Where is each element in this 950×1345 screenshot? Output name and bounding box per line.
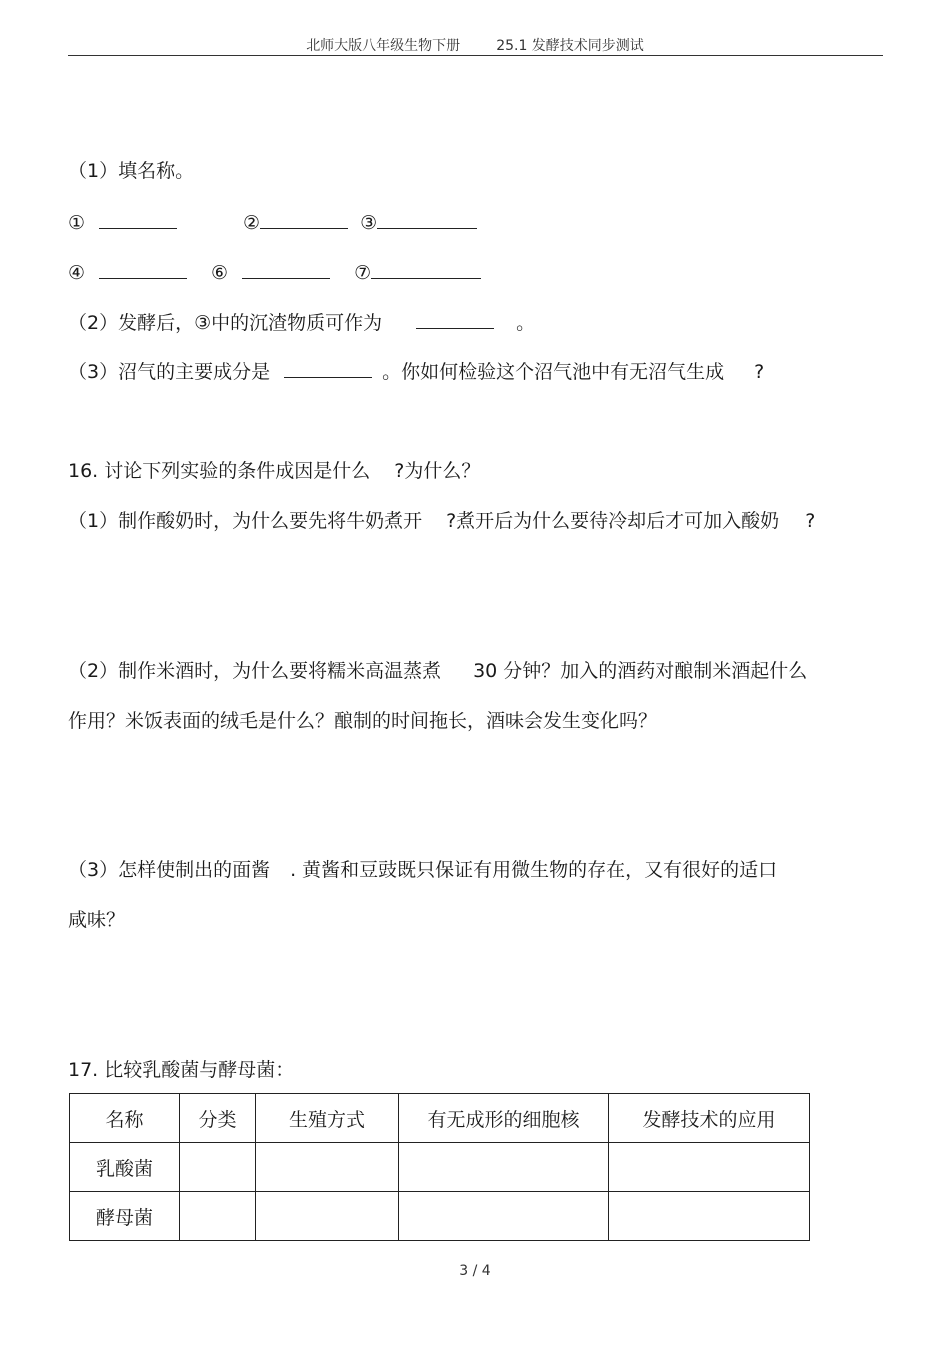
marker-4: ④ [68, 262, 86, 284]
answer-cell[interactable] [180, 1192, 256, 1241]
q16-sub1-text: （1）制作酸奶时，为什么要先将牛奶煮开 [68, 510, 423, 532]
q16-sub1 [68, 509, 815, 533]
answer-cell[interactable] [256, 1143, 399, 1192]
answer-cell[interactable] [609, 1192, 810, 1241]
table-row [70, 1143, 810, 1192]
q15-sub2 [68, 310, 535, 335]
answer-blank-1[interactable] [99, 210, 177, 229]
answer-blank-biogas[interactable] [284, 359, 372, 378]
answer-blank-4[interactable] [99, 260, 187, 279]
q16-sub3-line1 [68, 858, 777, 882]
header-rule [68, 55, 883, 56]
answer-cell[interactable] [256, 1192, 399, 1241]
q17-title: 17. 比较乳酸菌与酵母菌： [68, 1059, 295, 1081]
q16-sub3-text-2: . 黄酱和豆豉既只保证有用微生物的存在，又有很好的适口 [290, 859, 778, 881]
header-cell-nucleus: 有无成形的细胞核 [399, 1094, 609, 1143]
q15-sub3-qmark: ? [754, 361, 765, 383]
answer-cell[interactable] [180, 1143, 256, 1192]
q16-sub2-text-2: 30 分钟？加入的酒药对酿制米酒起什么 [473, 660, 808, 682]
q16-sub2-line2: 作用？米饭表面的绒毛是什么？酿制的时间拖长，酒味会发生变化吗？ [68, 710, 658, 732]
q15-sub2-text: （2）发酵后，③中的沉渣物质可作为 [68, 312, 383, 334]
row-label-lactobacillus: 乳酸菌 [70, 1143, 180, 1192]
marker-7: ⑦ [354, 262, 372, 284]
q15-sub3-text: （3）沼气的主要成分是 [68, 361, 271, 383]
q15-sub3-question: 。你如何检验这个沼气池中有无沼气生成 [382, 361, 725, 383]
row-label-yeast: 酵母菌 [70, 1192, 180, 1241]
q15-sub3 [68, 359, 764, 384]
q16-sub1-qmark: ? [805, 510, 816, 532]
header-cell-application: 发酵技术的应用 [609, 1094, 810, 1143]
q15-sub1: （1）填名称。 [68, 160, 195, 182]
answer-blank-3[interactable] [377, 210, 477, 229]
header-cell-name: 名称 [70, 1094, 180, 1143]
q16-sub3-text: （3）怎样使制出的面酱 [68, 859, 271, 881]
q15-sub2-end: 。 [516, 312, 536, 334]
q16-title-text: 16. 讨论下列实验的条件成因是什么 [68, 460, 371, 482]
answer-blank-7[interactable] [371, 260, 481, 279]
q16-sub2-text: （2）制作米酒时，为什么要将糯米高温蒸煮 [68, 660, 442, 682]
marker-1: ① [68, 212, 86, 234]
page-number: 3 / 4 [459, 1263, 491, 1279]
answer-cell[interactable] [609, 1143, 810, 1192]
page-header [0, 35, 950, 55]
q15-blank-row-1 [68, 210, 477, 235]
answer-cell[interactable] [399, 1192, 609, 1241]
header-book-title: 北师大版八年级生物下册 [306, 38, 461, 54]
marker-3: ③ [360, 212, 378, 234]
q16-sub3-line2: 咸味？ [68, 909, 126, 931]
header-section-title: 25.1 发酵技术同步测试 [496, 38, 644, 54]
q16-title-why: ?为什么？ [394, 460, 481, 482]
q16-sub2-line1 [68, 659, 807, 683]
answer-blank-sediment[interactable] [416, 310, 494, 329]
q16-title [68, 459, 480, 483]
q15-blank-row-2 [68, 260, 481, 285]
marker-6: ⑥ [211, 262, 229, 284]
q16-sub1-text-2: ?煮开后为什么要待冷却后才可加入酸奶 [446, 510, 780, 532]
table-row [70, 1192, 810, 1241]
answer-blank-2[interactable] [260, 210, 348, 229]
header-cell-classification: 分类 [180, 1094, 256, 1143]
marker-2: ② [243, 212, 261, 234]
table-header-row [70, 1094, 810, 1143]
answer-blank-6[interactable] [242, 260, 330, 279]
answer-cell[interactable] [399, 1143, 609, 1192]
header-cell-reproduction: 生殖方式 [256, 1094, 399, 1143]
comparison-table [69, 1093, 810, 1241]
